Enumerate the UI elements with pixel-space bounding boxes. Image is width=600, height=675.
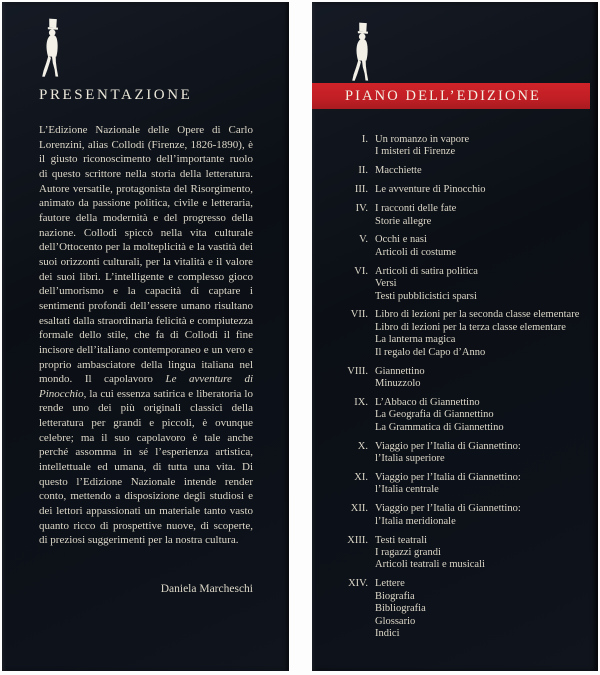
edition-item-numeral: X.	[357, 440, 368, 452]
edition-item-line: La Geografia di Giannettino	[375, 409, 494, 421]
edition-item-line: Libro di lezioni per la terza classe elementare	[375, 321, 566, 333]
author-signature: Daniela Marcheschi	[160, 583, 253, 595]
edition-item-line: l’Italia meridionale	[375, 515, 456, 527]
presentation-text-part-1: L’Edizione Nazionale delle Opere di Carlo Lorenzini, alias Collodi (Firenze, 1826-1890), è il giusto riconoscimento dell’importante ruolo di questo scrittore nella storia della letteratura. Autore versatile, protagonista del Risorgimento, animato da passione politica, civile e letteraria, fautore della modernità e del progresso della nazione. Collodi spiccò nella vita culturale dell’Ottocento per la molteplicità e la vastità dei suoi orizzonti culturali, per la vitalità e il valore dei suoi libri. L’intelligente e complesso gioco dell’umorismo e la capacità di captare i sentimenti profondi dell’essere umano risultano esaltati dalla straordinaria felicità e compiutezza formale dello stile, che fa di Collodi il fine incisore dell’italiano contemporaneo e un vero e proprio ambasciatore della lingua italiana nel mondo. Il capolavoro	[39, 124, 253, 386]
edition-item-line: Versi	[375, 278, 397, 290]
edition-item-numeral: XIII.	[347, 534, 368, 546]
edition-item-line: Indici	[375, 627, 400, 639]
edition-item	[312, 134, 594, 159]
edition-item-titles	[375, 184, 594, 196]
edition-item-line: Articoli teatrali e musicali	[375, 559, 485, 571]
edition-item-line: Le avventure di Pinocchio	[375, 184, 486, 196]
edition-item-line: Macchiette	[375, 165, 422, 177]
edition-item	[312, 535, 594, 572]
presentation-page	[2, 2, 289, 671]
edition-item-numeral: XI.	[354, 471, 368, 483]
edition-item-line: Occhi e nasi	[375, 234, 427, 246]
edition-item-line: l’Italia centrale	[375, 484, 439, 496]
edition-item	[312, 578, 594, 640]
edition-item-titles	[375, 503, 594, 528]
edition-item-line: Articoli di satira politica	[375, 265, 478, 277]
edition-item	[312, 366, 594, 391]
edition-item-numeral: III.	[354, 184, 368, 196]
collodi-silhouette-icon	[348, 21, 374, 83]
pinocchio-book-title: Le avventure di Pinocchio	[39, 373, 253, 400]
edition-item-line: Viaggio per l’Italia di Giannettino:	[375, 503, 521, 515]
presentation-text	[39, 123, 253, 548]
edition-item	[312, 441, 594, 466]
edition-plan-title: PIANO DELL’EDIZIONE	[345, 88, 542, 104]
edition-item-line: La lanterna magica	[375, 334, 456, 346]
edition-item-line: Storie allegre	[375, 215, 432, 227]
edition-item	[312, 503, 594, 528]
edition-item-line: I misteri di Firenze	[375, 146, 456, 158]
edition-item-line: Testi teatrali	[375, 534, 428, 546]
edition-item-line: Libro di lezioni per la seconda classe elementare	[375, 309, 580, 321]
edition-item-line: Testi pubblicistici sparsi	[375, 290, 477, 302]
edition-item	[312, 165, 594, 177]
edition-item-numeral: XIV.	[348, 578, 368, 590]
edition-list	[312, 134, 594, 647]
edition-item-titles	[375, 203, 594, 228]
edition-item-line: Viaggio per l’Italia di Giannettino:	[375, 440, 521, 452]
edition-item-numeral: IV.	[355, 203, 368, 215]
edition-item-numeral: II.	[358, 165, 368, 177]
edition-item-line: L’Abbaco di Giannettino	[375, 396, 480, 408]
presentation-text-part-2: , la cui essenza satirica e liberatoria lo rende uno dei più originali classici della letteratura per grandi e piccoli, è ovunque celebre; ma il suo capolavoro è tale anche perché assomma in sé l’esperienza artistica, intellettuale ed umana, di tutta una vita. Di questo l’Edizione Nazionale intende render conto, mettendo a disposizione degli studiosi e dei lettori appassionati un materiale tanto vasto quanto ricco di prospettive nuove, di scoperte, di preziosi suggerimenti per la nostra cultura.	[39, 387, 253, 547]
edition-item-titles	[375, 309, 594, 359]
edition-item-numeral: V.	[359, 234, 368, 246]
edition-item-line: l’Italia superiore	[375, 453, 445, 465]
edition-item	[312, 266, 594, 303]
edition-item-titles	[375, 578, 594, 640]
edition-item-line: Articoli di costume	[375, 246, 457, 258]
edition-item-line: Giannettino	[375, 365, 425, 377]
edition-plan-banner	[312, 83, 590, 109]
edition-plan-page	[312, 2, 598, 671]
edition-item-numeral: VIII.	[347, 365, 368, 377]
edition-item-line: Glossario	[375, 615, 416, 627]
edition-item-numeral: VII.	[350, 309, 368, 321]
edition-item-line: Bibliografia	[375, 603, 426, 615]
edition-item	[312, 203, 594, 228]
edition-item-line: Viaggio per l’Italia di Giannettino:	[375, 471, 521, 483]
edition-item-numeral: I.	[361, 134, 368, 145]
edition-item-titles	[375, 366, 594, 391]
edition-item-titles	[375, 441, 594, 466]
edition-item-line: Biografia	[375, 590, 415, 602]
edition-item	[312, 184, 594, 196]
edition-item-line: I racconti delle fate	[375, 203, 457, 215]
edition-item-line: Minuzzolo	[375, 378, 421, 389]
edition-item-titles	[375, 266, 594, 303]
edition-item-numeral: IX.	[354, 396, 368, 408]
edition-item-line: La Grammatica di Giannettino	[375, 421, 504, 433]
edition-item-titles	[375, 234, 594, 259]
edition-item-line: Il regalo del Capo d’Anno	[375, 346, 486, 358]
edition-item-titles	[375, 134, 594, 159]
collodi-silhouette-icon	[38, 17, 64, 79]
edition-item-titles	[375, 165, 594, 177]
presentation-title: PRESENTAZIONE	[39, 87, 193, 103]
edition-item-line: Lettere	[375, 578, 405, 590]
edition-item	[312, 397, 594, 434]
edition-item	[312, 472, 594, 497]
edition-item-line: Un romanzo in vapore	[375, 134, 470, 145]
edition-item-numeral: VI.	[354, 265, 368, 277]
edition-item-titles	[375, 472, 594, 497]
edition-item	[312, 234, 594, 259]
edition-item-titles	[375, 535, 594, 572]
edition-item-titles	[375, 397, 594, 434]
edition-item	[312, 309, 594, 359]
edition-item-numeral: XII.	[350, 503, 368, 515]
edition-item-line: I ragazzi grandi	[375, 546, 441, 558]
